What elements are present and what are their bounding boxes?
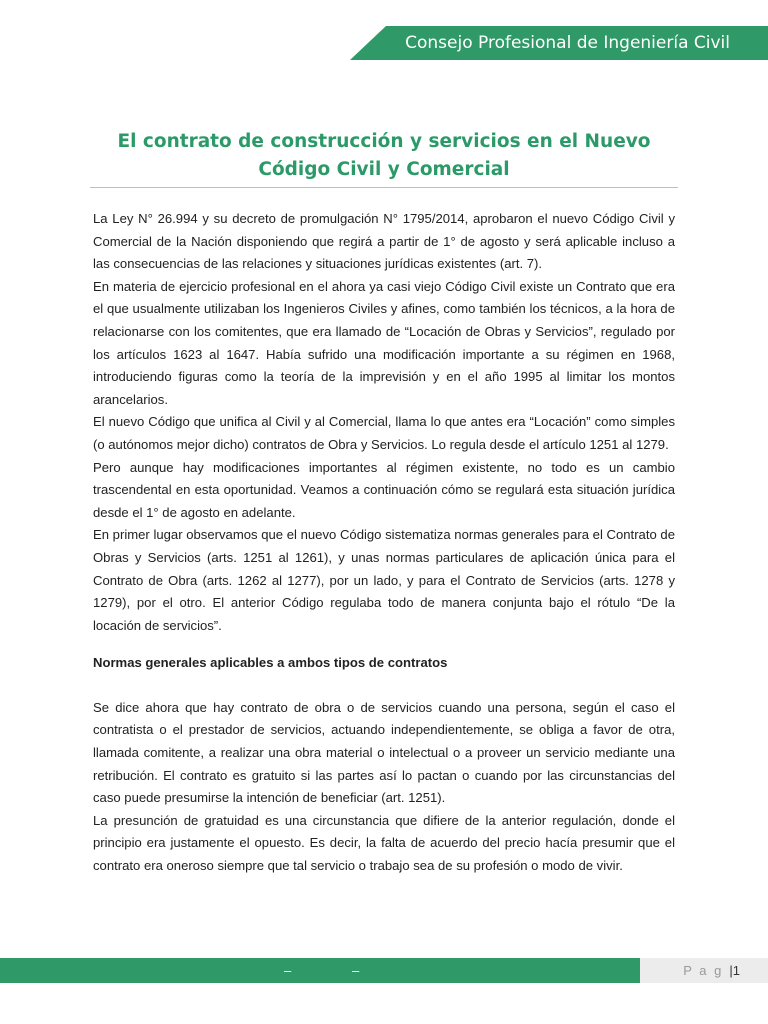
page-separator: | xyxy=(729,963,733,978)
paragraph: Pero aunque hay modificaciones importantes al régimen existente, no todo es un cambio trascendental en esta oportunidad. Veamos a continuación cómo se regulará esta situación jurídica desde el 1° de agosto en adelante. xyxy=(93,459,675,520)
footer-dash-right: – xyxy=(352,963,360,978)
document-title: El contrato de construcción y servicios en el Nuevo Código Civil y Comercial xyxy=(117,131,651,180)
footer-band xyxy=(0,958,640,983)
paragraph: La Ley N° 26.994 y su decreto de promulgación N° 1795/2014, aprobaron el nuevo Código Civil y Comercial de la Nación disponiendo que regirá a partir de 1° de agosto y será aplicable incluso a las consecuencias de las relaciones y situaciones jurídicas existentes (art. 7). xyxy=(93,211,675,272)
footer-dash-left: – xyxy=(284,963,292,978)
section-heading: Normas generales aplicables a ambos tipos de contratos xyxy=(93,655,448,671)
title-divider xyxy=(90,187,678,188)
paragraph: La presunción de gratuidad es una circunstancia que difiere de la anterior regulación, donde el principio era justamente el opuesto. Es decir, la falta de acuerdo del precio hacía presumir que el contrato era oneroso siempre que tal servicio o trabajo sea de su profesión o modo de vivir. xyxy=(93,812,675,874)
page-indicator xyxy=(640,958,740,983)
page-number: 1 xyxy=(732,963,740,978)
header-title: Consejo Profesional de Ingeniería Civil xyxy=(405,33,730,53)
page-label: P a g xyxy=(683,963,724,978)
paragraph: El nuevo Código que unifica al Civil y al Comercial, llama lo que antes era “Locación” como simples (o autónomos mejor dicho) contratos de Obra y Servicios. Lo regula desde el artículo 1251 al 1279. xyxy=(93,414,675,452)
paragraph: En materia de ejercicio profesional en el ahora ya casi viejo Código Civil existe un Contrato que era el que usualmente utilizaban los Ingenieros Civiles y afines, como también los técnicos, a la hora de relacionarse con los comitentes, que era llamado de “Locación de Obras y Servicios”, regulado por los artículos 1623 al 1647. Había sufrido una modificación importante a su régimen en 1968, introduciendo figuras como la teoría de la imprevisión y en el año 1995 al limitar los montos arancelarios. xyxy=(93,278,675,407)
paragraph: En primer lugar observamos que el nuevo Código sistematiza normas generales para el Contrato de Obras y Servicios (arts. 1251 al 1261), y unas normas particulares de aplicación única para el Contrato de Obra (arts. 1262 al 1277), por un lado, y para el Contrato de Servicios (arts. 1278 y 1279), por el otro. El anterior Código regulaba todo de manera conjunta bajo el rótulo “De la locación de servicios”. xyxy=(93,527,675,633)
paragraph: Se dice ahora que hay contrato de obra o de servicios cuando una persona, según el caso el contratista o el prestador de servicios, actuando independientemente, se obliga a favor de otra, llamada comitente, a realizar una obra material o intelectual o a proveer un servicio mediante una retribución. El contrato es gratuito si las partes así lo pactan o cuando por las circunstancias del caso puede presumirse la intención de beneficiar (art. 1251). xyxy=(93,699,675,806)
document-body xyxy=(93,208,675,878)
